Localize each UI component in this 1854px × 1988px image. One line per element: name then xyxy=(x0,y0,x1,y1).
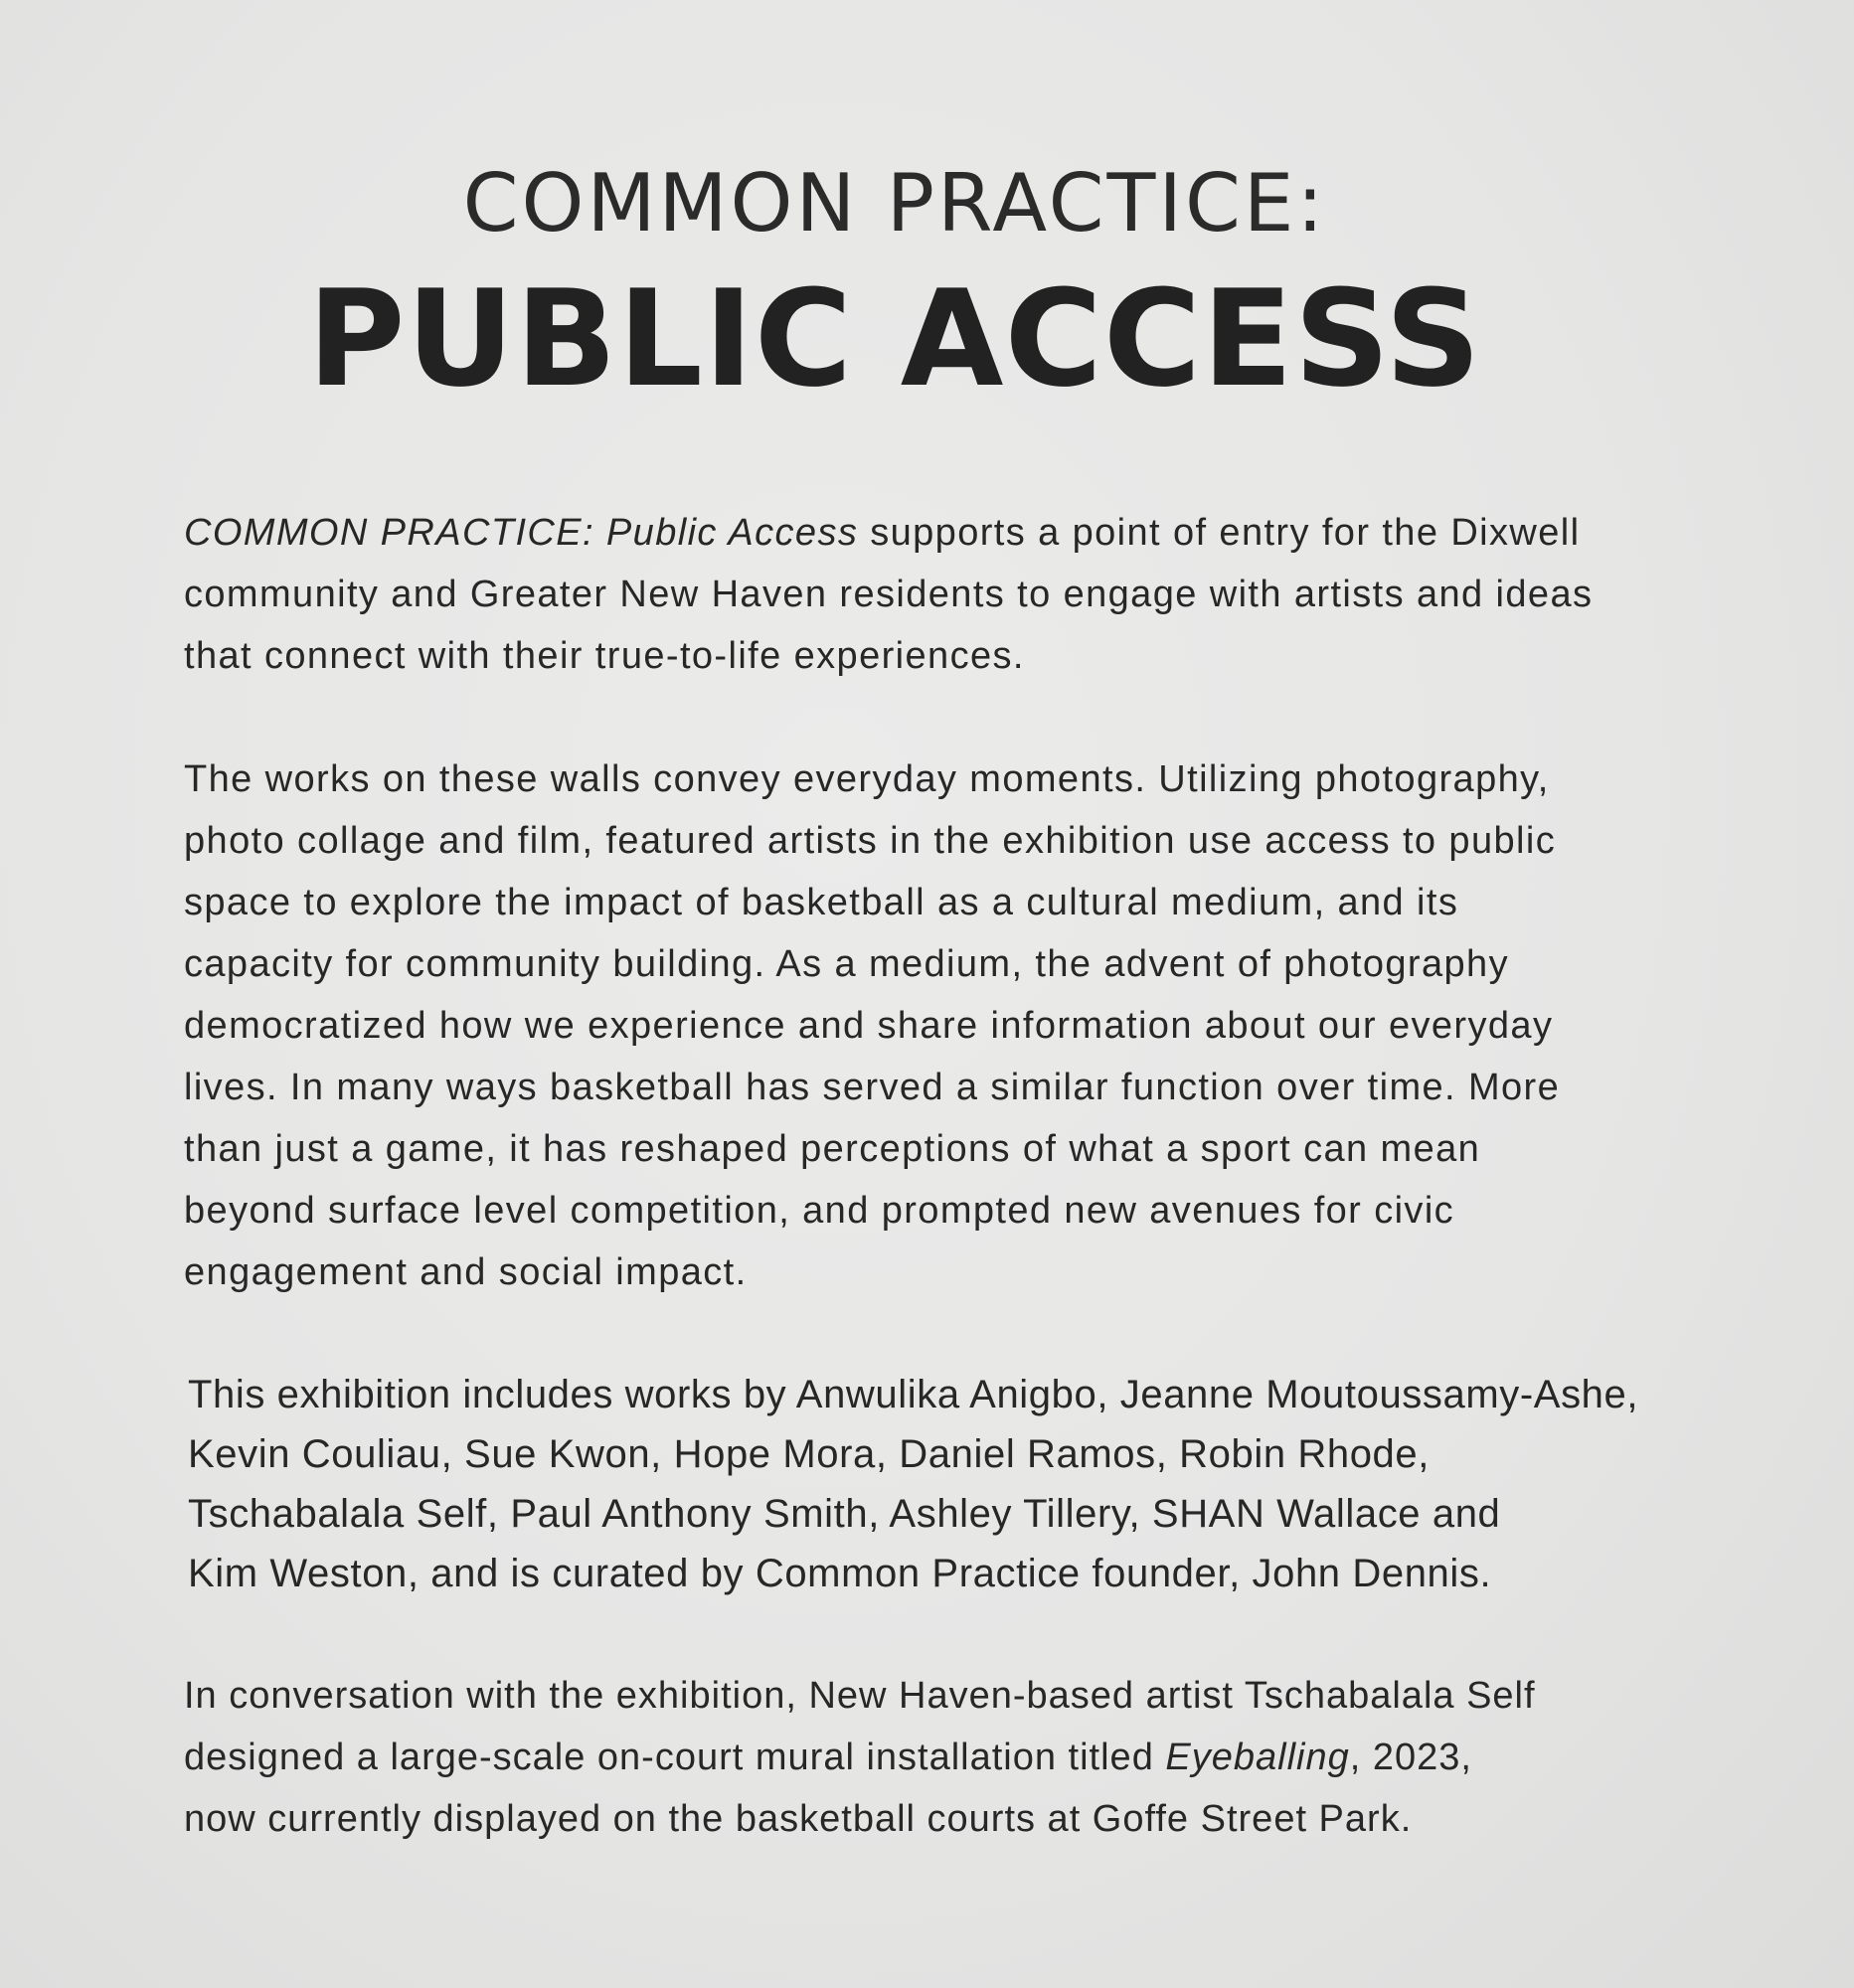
paragraph-line: photo collage and film, featured artists in the exhibition use access to public xyxy=(184,820,1557,862)
paragraph-line: engagement and social impact. xyxy=(184,1251,748,1293)
italic-artwork-title: Eyeballing xyxy=(1165,1737,1350,1778)
paragraph-line: democratized how we experience and share information about our everyday xyxy=(184,1005,1554,1047)
paragraph-line: This exhibition includes works by Anwulika Anigbo, Jeanne Moutoussamy-Ashe, xyxy=(188,1373,1639,1416)
paragraph-line: Kim Weston, and is curated by Common Practice founder, John Dennis. xyxy=(188,1552,1492,1595)
paragraph-line: space to explore the impact of basketball as a cultural medium, and its xyxy=(184,882,1459,923)
paragraph-line: The works on these walls convey everyday moments. Utilizing photography, xyxy=(184,758,1550,800)
paragraph-line: capacity for community building. As a medium, the advent of photography xyxy=(184,943,1509,985)
paragraph-text: designed a large-scale on-court mural installation titled xyxy=(184,1737,1166,1778)
paragraph-line: lives. In many ways basketball has served a similar function over time. More xyxy=(184,1067,1561,1108)
paragraph-line xyxy=(184,1727,1735,1788)
title-block xyxy=(0,149,1789,414)
paragraph-line xyxy=(184,502,1735,564)
paragraph-mural xyxy=(184,1665,1735,1850)
paragraph-line: In conversation with the exhibition, New Haven-based artist Tschabalala Self xyxy=(184,1675,1536,1717)
italic-exhibition-name: COMMON PRACTICE: Public Access xyxy=(184,512,859,554)
paragraph-line: Tschabalala Self, Paul Anthony Smith, Ashley Tillery, SHAN Wallace and xyxy=(188,1492,1501,1536)
paragraph-line: beyond surface level competition, and prompted new avenues for civic xyxy=(184,1190,1455,1232)
paragraph-line: than just a game, it has reshaped perceptions of what a sport can mean xyxy=(184,1128,1481,1170)
title-line-common-practice: COMMON PRACTICE: xyxy=(462,157,1327,249)
paragraph-line: Kevin Couliau, Sue Kwon, Hope Mora, Daniel Ramos, Robin Rhode, xyxy=(188,1432,1430,1476)
paragraph-artists xyxy=(188,1365,1735,1603)
paragraph-text: supports a point of entry for the Dixwell xyxy=(858,512,1581,554)
paragraph-intro xyxy=(184,502,1735,687)
paragraph-works xyxy=(184,748,1735,1303)
paragraph-text: , 2023, xyxy=(1349,1737,1472,1778)
paragraph-line: that connect with their true-to-life experiences. xyxy=(184,635,1025,677)
body-text xyxy=(184,502,1735,1911)
paragraph-line: now currently displayed on the basketball courts at Goffe Street Park. xyxy=(184,1798,1413,1840)
title-line-public-access: PUBLIC ACCESS xyxy=(307,261,1482,416)
paragraph-line: community and Greater New Haven residents to engage with artists and ideas xyxy=(184,574,1594,615)
